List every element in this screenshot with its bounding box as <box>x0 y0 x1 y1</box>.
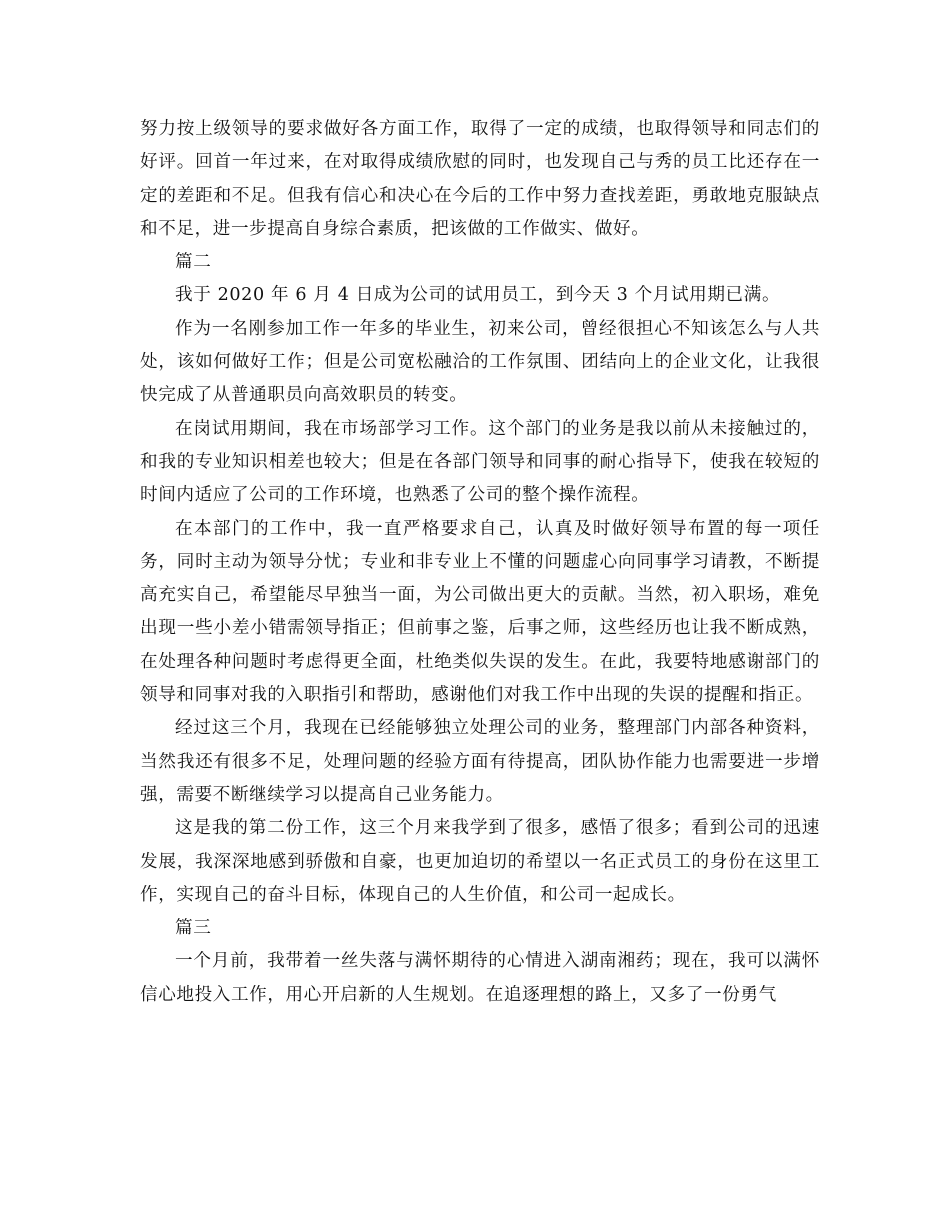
section-heading-part-three: 篇三 <box>175 918 212 939</box>
paragraph-new-graduate: 作为一名刚参加工作一年多的毕业生，初来公司，曾经很担心不知该怎么与人共处，该如何做好工作；但是公司宽松融洽的工作氛围、团结向上的企业文化，让我很快完成了从普通职员向高效职员的转变。 <box>140 318 820 406</box>
document-body <box>140 113 820 1012</box>
section-heading-part-two: 篇二 <box>175 252 212 273</box>
paragraph-intro-continued: 努力按上级领导的要求做好各方面工作，取得了一定的成绩，也取得领导和同志们的好评。回首一年过来，在对取得成绩欣慰的同时，也发现自己与秀的员工比还存在一定的差距和不足。但我有信心和决心在今后的工作中努力查找差距，勇敢地克服缺点和不足，进一步提高自身综合素质，把该做的工作做实、做好。 <box>140 119 820 239</box>
paragraph-three-months: 经过这三个月，我现在已经能够独立处理公司的业务，整理部门内部各种资料，当然我还有很多不足，处理问题的经验方面有待提高，团队协作能力也需要进一步增强，需要不断继续学习以提高自己业务能力。 <box>140 718 820 805</box>
paragraph-work-attitude: 在本部门的工作中，我一直严格要求自己，认真及时做好领导布置的每一项任务，同时主动为领导分忧；专业和非专业上不懂的问题虚心向同事学习请教，不断提高充实自己，希望能尽早独当一面，为公司做出更大的贡献。当然，初入职场，难免出现一些小差小错需领导指正；但前事之鉴，后事之师，这些经历也让我不断成熟，在处理各种问题时考虑得更全面，杜绝类似失误的发生。在此，我要特地感谢部门的领导和同事对我的入职指引和帮助，感谢他们对我工作中出现的失误的提醒和指正。 <box>140 518 820 706</box>
paragraph-marketing-dept: 在岗试用期间，我在市场部学习工作。这个部门的业务是我以前从未接触过的，和我的专业知识相差也较大；但是在各部门领导和同事的耐心指导下，使我在较短的时间内适应了公司的工作环境，也熟悉了公司的整个操作流程。 <box>140 418 820 506</box>
paragraph-probation-date: 我于 2020 年 6 月 4 日成为公司的试用员工，到今天 3 个月试用期已满。 <box>175 285 781 306</box>
paragraph-one-month-ago: 一个月前，我带着一丝失落与满怀期待的心情进入湖南湘药；现在，我可以满怀信心地投入工作，用心开启新的人生规划。在追逐理想的路上，又多了一份勇气 <box>140 951 820 1005</box>
paragraph-second-job: 这是我的第二份工作，这三个月来我学到了很多，感悟了很多；看到公司的迅速发展，我深深地感到骄傲和自豪，也更加迫切的希望以一名正式员工的身份在这里工作，实现自己的奋斗目标，体现自己的人生价值，和公司一起成长。 <box>140 818 820 905</box>
